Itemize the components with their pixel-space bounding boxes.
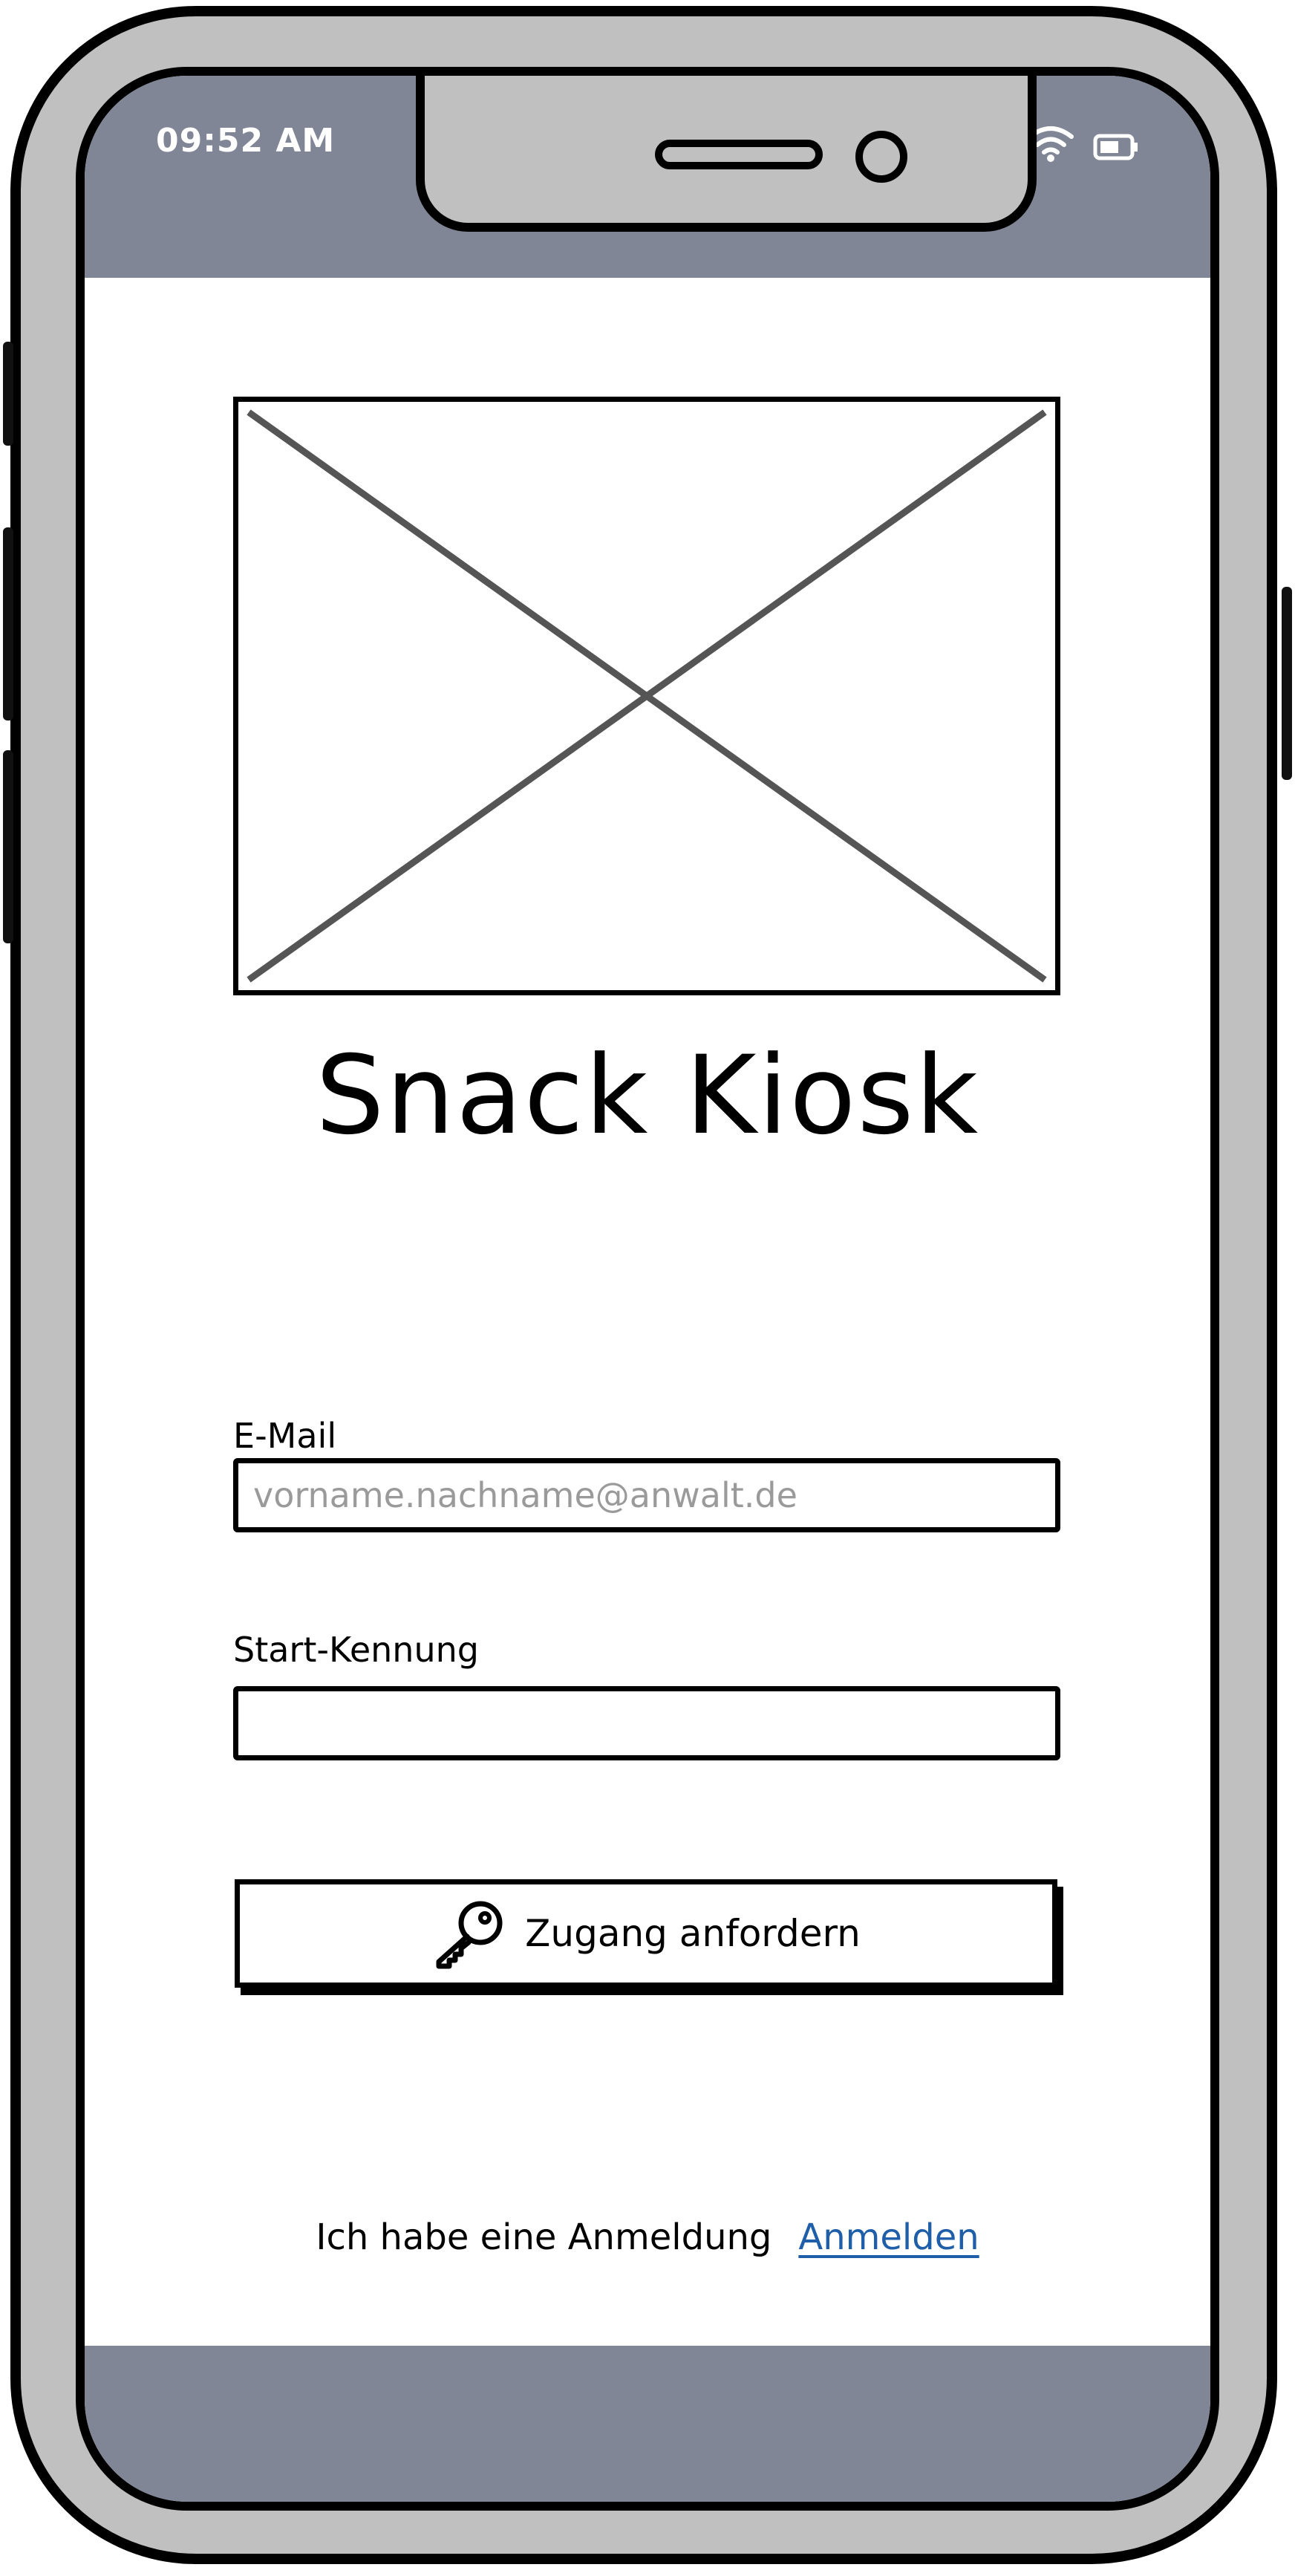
app-title: Snack Kiosk [315, 1032, 980, 1159]
notch [416, 67, 1037, 232]
power-button [1282, 587, 1292, 780]
front-camera [855, 131, 907, 183]
bottom-bar [85, 2346, 1210, 2502]
request-access-label: Zugang anfordern [525, 1912, 861, 1955]
start-id-field[interactable] [233, 1686, 1060, 1760]
email-field[interactable] [233, 1458, 1060, 1532]
login-prompt [0, 2216, 1295, 2258]
image-placeholder [233, 397, 1060, 995]
status-time: 09:52 AM [156, 122, 336, 160]
battery-icon [1093, 132, 1139, 162]
start-id-label: Start-Kennung [233, 1630, 479, 1670]
mute-switch [3, 750, 13, 943]
speaker-grille [655, 140, 823, 169]
request-access-button[interactable] [235, 1879, 1057, 1988]
login-prompt-text: Ich habe eine Anmeldung [316, 2216, 772, 2258]
volume-down-button [3, 527, 13, 721]
volume-up-button [3, 342, 13, 446]
email-label: E-Mail [233, 1416, 337, 1456]
login-link[interactable]: Anmelden [798, 2216, 979, 2258]
key-icon [431, 1898, 509, 1969]
